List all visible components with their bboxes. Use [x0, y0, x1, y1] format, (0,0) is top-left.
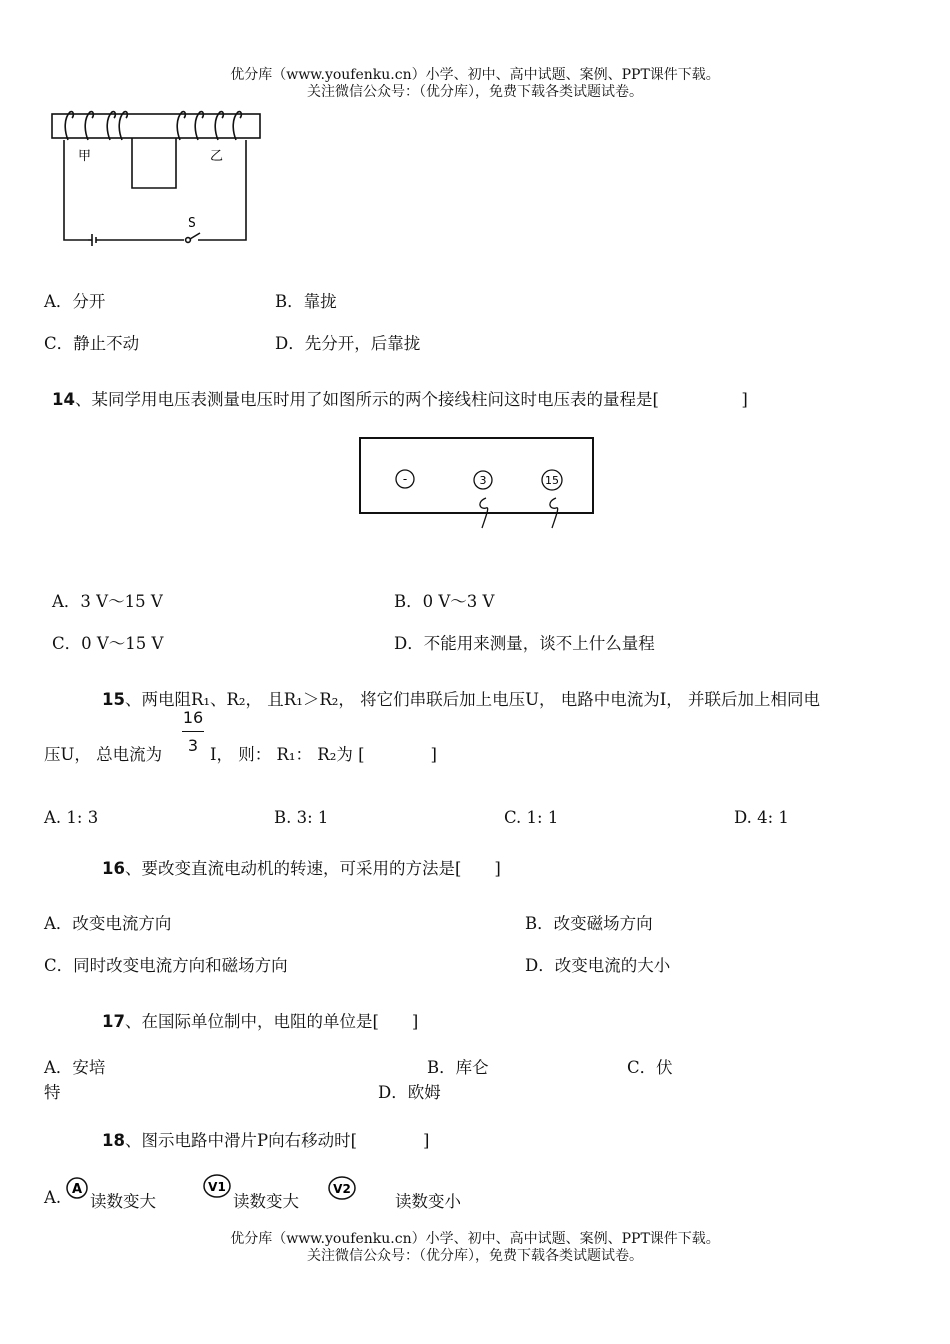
- q16-text: 、要改变直流电动机的转速，可采用的方法是[ ]: [124, 859, 501, 878]
- q13-option-b[interactable]: B．靠拢: [275, 292, 337, 311]
- q18-text: 、图示电路中滑片P向右移动时[ ]: [124, 1131, 430, 1150]
- ammeter-symbol: A: [71, 1182, 83, 1197]
- voltmeter-v1-icon: [203, 1174, 233, 1200]
- q14-terminal-minus: -: [402, 472, 408, 486]
- footer-line-2: 关注微信公众号：（优分库），免费下载各类试题试卷。: [307, 1248, 643, 1264]
- q15-fraction-numerator: 16: [182, 708, 204, 727]
- q13-option-d[interactable]: D．先分开，后靠拢: [275, 334, 421, 353]
- voltmeter-v2-icon: [328, 1176, 358, 1202]
- q16-number: 16: [102, 859, 125, 878]
- q15-option-c[interactable]: C. 1: 1: [504, 808, 559, 827]
- q15-option-b[interactable]: B. 3: 1: [274, 808, 329, 827]
- q13-coil-label-right: 乙: [210, 149, 224, 164]
- q15-fraction-denominator: 3: [187, 736, 199, 755]
- q13-coil-label-left: 甲: [78, 149, 92, 164]
- q17-option-a[interactable]: A．安培: [44, 1058, 106, 1077]
- q18-question: [102, 1127, 429, 1151]
- q15-number: 15: [102, 690, 125, 709]
- voltmeter-v2-symbol: V2: [333, 1182, 351, 1196]
- q17-number: 17: [102, 1012, 125, 1031]
- q18-option-a-part-2: 读数变大: [233, 1192, 299, 1211]
- voltmeter-v1-symbol: V1: [208, 1180, 226, 1194]
- q16-question: [102, 855, 501, 879]
- ammeter-icon: [65, 1176, 91, 1202]
- q16-option-c[interactable]: C．同时改变电流方向和磁场方向: [44, 956, 288, 975]
- q13-circuit-figure: [40, 100, 280, 250]
- q17-option-d[interactable]: D．欧姆: [378, 1083, 441, 1102]
- q16-option-b[interactable]: B．改变磁场方向: [525, 914, 653, 933]
- q15-text-line-2-post: I， 则： R₁： R₂为 [ ]: [210, 745, 437, 764]
- q14-voltmeter-terminals-figure: [358, 436, 598, 536]
- q15-option-d[interactable]: D. 4: 1: [734, 808, 789, 827]
- q14-question: [52, 386, 748, 410]
- q15-question-line-1: [102, 686, 820, 710]
- q14-text: 、某同学用电压表测量电压时用了如图所示的两个接线柱问这时电压表的量程是[ ]: [74, 390, 748, 409]
- header-line-2: 关注微信公众号：（优分库），免费下载各类试题试卷。: [307, 84, 643, 100]
- q13-switch-label: S: [188, 216, 196, 231]
- q18-number: 18: [102, 1131, 125, 1150]
- q14-terminal-15: 15: [545, 474, 559, 487]
- q15-text-line-2-pre: 压U， 总电流为: [44, 745, 163, 764]
- q14-number: 14: [52, 390, 75, 409]
- q16-option-d[interactable]: D．改变电流的大小: [525, 956, 671, 975]
- q15-fraction-bar: [182, 731, 204, 732]
- q17-question: [102, 1008, 418, 1032]
- q18-option-a-prefix[interactable]: A.: [44, 1188, 62, 1207]
- q17-text: 、在国际单位制中，电阻的单位是[ ]: [124, 1012, 419, 1031]
- footer-line-1: 优分库（www.youfenku.cn）小学、初中、高中试题、案例、PPT课件下载。: [230, 1231, 720, 1247]
- q17-option-c-continued: 特: [44, 1083, 61, 1102]
- header-line-1: 优分库（www.youfenku.cn）小学、初中、高中试题、案例、PPT课件下载。: [230, 67, 720, 83]
- q18-option-a-part-1: 读数变大: [90, 1192, 156, 1211]
- q18-option-a-part-3: 读数变小: [395, 1192, 461, 1211]
- q15-option-a[interactable]: A. 1: 3: [44, 808, 99, 827]
- q14-terminal-3: 3: [479, 474, 487, 487]
- q14-option-b[interactable]: B．0 V～3 V: [394, 592, 495, 611]
- q13-option-c[interactable]: C．静止不动: [44, 334, 140, 353]
- q17-option-b[interactable]: B．库仑: [427, 1058, 489, 1077]
- q15-text-line-1: 、两电阻R₁、R₂， 且R₁＞R₂， 将它们串联后加上电压U， 电路中电流为I， 并联后加上相同电: [124, 690, 821, 709]
- q14-option-d[interactable]: D．不能用来测量，谈不上什么量程: [394, 634, 655, 653]
- q14-option-a[interactable]: A．3 V～15 V: [52, 592, 163, 611]
- q16-option-a[interactable]: A．改变电流方向: [44, 914, 172, 933]
- q13-option-a[interactable]: A．分开: [44, 292, 106, 311]
- q17-option-c[interactable]: C．伏: [627, 1058, 673, 1077]
- q14-option-c[interactable]: C．0 V～15 V: [52, 634, 164, 653]
